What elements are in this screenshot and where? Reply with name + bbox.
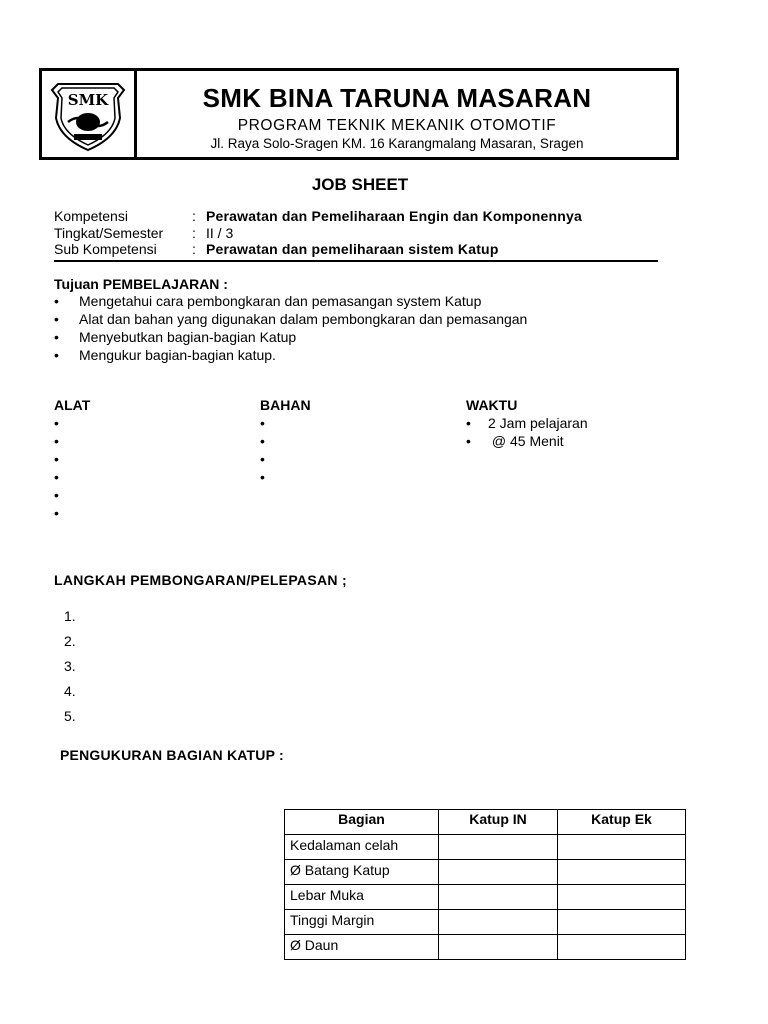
alat-list [54,414,76,522]
list-item [260,414,282,432]
bullet-icon: • [54,311,59,327]
list-item [54,328,527,346]
waktu-list [466,414,588,450]
list-item-text: @ 45 Menit [488,433,564,449]
list-item [54,432,76,450]
info-row-sub-kompetensi [54,241,582,258]
bullet-icon: • [54,505,59,521]
list-item-text: Mengukur bagian-bagian katup. [79,347,276,363]
measurement-table [284,809,686,960]
bullet-icon: • [260,415,265,431]
list-item-text: 2 Jam pelajaran [488,415,588,431]
info-colon: : [192,208,196,224]
list-item-text: Mengetahui cara pembongkaran dan pemasangan system Katup [79,293,482,309]
step-number: 5. [64,708,76,724]
bullet-icon: • [54,433,59,449]
list-item [260,432,282,450]
table-cell [558,910,686,935]
info-label: Sub Kompetensi [54,241,157,257]
steps-list [64,604,76,729]
bahan-heading: BAHAN [260,397,311,413]
info-table [54,208,582,258]
list-item [54,468,76,486]
alat-heading: ALAT [54,397,91,413]
step-number: 3. [64,658,76,674]
step-number: 2. [64,633,76,649]
column-header: Bagian [285,810,439,835]
table-header-row [285,810,686,835]
logo-cell [42,71,137,157]
step-number: 4. [64,683,76,699]
list-item [54,414,76,432]
steps-heading: LANGKAH PEMBONGARAN/PELEPASAN ; [54,572,347,588]
bahan-list [260,414,282,486]
info-colon: : [192,224,196,241]
table-cell [439,860,558,885]
bullet-icon: • [260,451,265,467]
column-header: Katup Ek [558,810,686,835]
school-logo-icon [48,76,128,154]
bullet-icon: • [54,415,59,431]
document-title: JOB SHEET [311,175,409,194]
list-item [54,486,76,504]
letterhead [39,68,679,160]
bullet-icon: • [54,293,59,309]
bullet-icon: • [54,469,59,485]
row-label: Lebar Muka [285,885,439,910]
info-row-kompetensi [54,208,582,225]
info-label: Tingkat/Semester [54,224,164,241]
table-row [285,910,686,935]
table-cell [439,935,558,960]
table-cell [558,835,686,860]
logo-text: SMK [67,91,109,109]
list-item [260,468,282,486]
list-item [466,414,588,432]
table-row [285,835,686,860]
step-number: 1. [64,608,76,624]
list-item [54,292,527,310]
row-label: Ø Batang Katup [285,860,439,885]
tujuan-list [54,292,527,364]
bullet-icon: • [260,469,265,485]
waktu-heading: WAKTU [466,397,518,413]
measurement-heading: PENGUKURAN BAGIAN KATUP : [60,747,284,763]
school-address: Jl. Raya Solo-Sragen KM. 16 Karangmalang Masaran, Sragen [210,136,584,151]
table-cell [558,935,686,960]
table-cell [558,885,686,910]
info-value: II / 3 [206,224,234,241]
info-row-tingkat [54,225,582,242]
table-cell [439,885,558,910]
tujuan-heading: Tujuan PEMBELAJARAN : [54,276,228,292]
table-cell [439,910,558,935]
program-name: PROGRAM TEKNIK MEKANIK OTOMOTIF [237,117,557,134]
school-name: SMK BINA TARUNA MASARAN [202,83,592,113]
list-item [54,504,76,522]
bullet-icon: • [54,329,59,345]
list-item [260,450,282,468]
list-item [54,346,527,364]
table-cell [558,860,686,885]
info-label: Kompetensi [54,208,128,224]
list-item [466,432,588,450]
list-item-text: Alat dan bahan yang digunakan dalam pembongkaran dan pemasangan [79,311,528,327]
table-row [285,885,686,910]
bullet-icon: • [54,451,59,467]
bullet-icon: • [466,433,471,449]
list-item [54,310,527,328]
row-label: Ø Daun [285,935,439,960]
table-row [285,860,686,885]
bullet-icon: • [54,487,59,503]
bullet-icon: • [466,415,471,431]
list-item-text: Menyebutkan bagian-bagian Katup [79,329,297,345]
column-header: Katup IN [439,810,558,835]
info-colon: : [192,241,196,257]
bullet-icon: • [260,433,265,449]
table-row [285,935,686,960]
row-label: Tinggi Margin [285,910,439,935]
list-item [54,450,76,468]
info-value: Perawatan dan pemeliharaan sistem Katup [206,241,499,257]
table-cell [439,835,558,860]
bullet-icon: • [54,347,59,363]
row-label: Kedalaman celah [285,835,439,860]
horizontal-rule [54,260,658,262]
info-value: Perawatan dan Pemeliharaan Engin dan Komponennya [206,208,583,224]
